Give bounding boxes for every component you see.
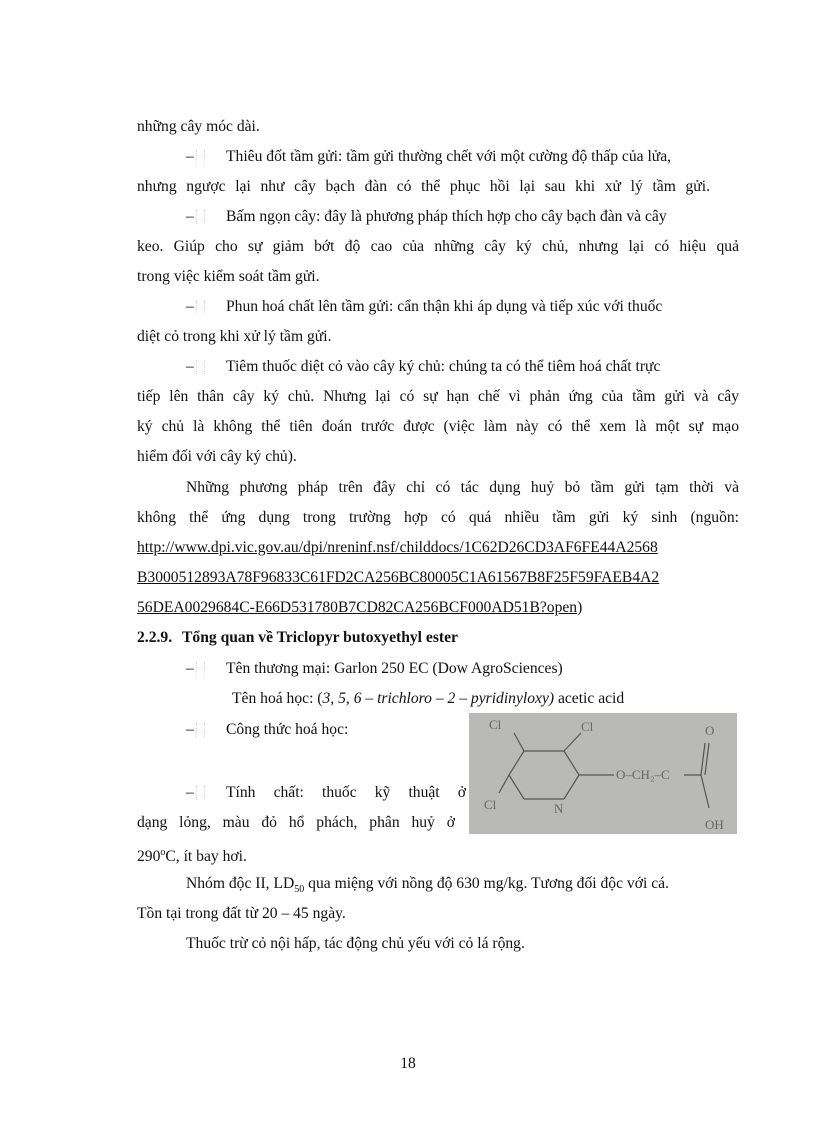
paragraph-line: không thể ứng dụng trong trường hợp có quá nhiều tầm gửi ký sinh (nguồn:: [137, 509, 739, 526]
paragraph-line: nhưng ngược lại như cây bạch đàn có thể phục hồi lại sau khi xử lý tầm gửi.: [137, 178, 710, 195]
paragraph-line: Tồn tại trong đất từ 20 – 45 ngày.: [137, 905, 346, 922]
section-number: 2.2.9.: [137, 629, 173, 646]
paragraph-line: hiểm đối với cây ký chủ).: [137, 448, 297, 465]
closing-paren: ): [577, 599, 583, 616]
paragraph-line: dạng lỏng, màu đỏ hổ phách, phân huỷ ở: [137, 814, 455, 831]
paragraph-line: Những phương pháp trên đây chỉ có tác dụng huỷ bỏ tầm gửi tạm thời và: [186, 479, 739, 496]
temperature-value: 290: [137, 848, 161, 866]
bullet-placeholder-icon: [196, 300, 205, 314]
toxicity-text: qua miệng với nồng độ 630 mg/kg. Tương đối độc với cá.: [304, 875, 669, 892]
paragraph-line: trong việc kiểm soát tầm gửi.: [137, 268, 320, 285]
paragraph-line: Thuốc trừ cỏ nội hấp, tác động chủ yếu với cỏ lá rộng.: [186, 935, 525, 952]
ld-subscript: 50: [294, 884, 305, 896]
bullet-text: Thiêu đốt tầm gửi: tầm gửi thường chết với một cường độ thấp của lửa,: [226, 148, 672, 165]
bullet-text: Phun hoá chất lên tầm gửi: cẩn thận khi áp dụng và tiếp xúc với thuốc: [226, 298, 663, 315]
source-link[interactable]: 56DEA0029684C-E66D531780B7CD82CA256BCF000AD51B?open: [137, 599, 578, 616]
atom-label: O–CH₂–C: [616, 767, 670, 782]
bullet-text: Tính chất: thuốc kỹ thuật ở: [226, 784, 466, 801]
bullet-text: Công thức hoá học:: [226, 721, 349, 738]
bullet-placeholder-icon: [196, 662, 205, 676]
bullet-placeholder-icon: [196, 150, 205, 164]
paragraph-line: [137, 598, 582, 618]
atom-label: Cl: [489, 717, 502, 732]
bullet-placeholder-icon: [196, 360, 205, 374]
atom-label: Cl: [581, 719, 594, 734]
source-link[interactable]: http://www.dpi.vic.gov.au/dpi/nreninf.nsf/childdocs/1C62D26CD3AF6FE44A2568: [137, 539, 658, 556]
atom-label: N: [554, 801, 564, 816]
paragraph-line: ký chủ là không thể tiên đoán trước được (việc làm này có thể xem là một sự mạo: [137, 418, 739, 435]
dash-bullet: –: [186, 298, 194, 315]
chemical-name-suffix: acetic acid: [554, 690, 625, 707]
source-link[interactable]: B3000512893A78F96833C61FD2CA256BC80005C1A61567B8F25F59FAEB4A2: [137, 569, 660, 586]
paragraph-line: [137, 843, 247, 867]
atom-label: OH: [705, 817, 724, 832]
bullet-placeholder-icon: [196, 723, 205, 737]
bullet-text: Tên thương mại: Garlon 250 EC (Dow AgroSciences): [226, 660, 563, 677]
chemical-name-label: Tên hoá học: (: [232, 690, 323, 707]
structure-diagram: [469, 713, 737, 834]
atom-label: Cl: [484, 797, 497, 812]
dash-bullet: –: [186, 358, 194, 375]
degree-sup: o: [160, 847, 166, 858]
chemical-name-italic: 3, 5, 6 – trichloro – 2 – pyridinyloxy): [322, 690, 555, 707]
toxicity-label: Nhóm độc II, LD: [186, 875, 295, 892]
chemical-name-line: [232, 689, 624, 709]
paragraph-line: tiếp lên thân cây ký chủ. Nhưng lại có sự hạn chế vì phản ứng của tầm gửi và cây: [137, 388, 739, 405]
chemical-structure-image: [469, 713, 737, 834]
bullet-text: Bấm ngọn cây: đây là phương pháp thích hợp cho cây bạch đàn và cây: [226, 208, 667, 225]
paragraph-line: diệt cỏ trong khi xử lý tầm gửi.: [137, 328, 332, 345]
bullet-text: Tiêm thuốc diệt cỏ vào cây ký chủ: chúng ta có thể tiêm hoá chất trực: [226, 358, 661, 375]
paragraph-line: những cây móc dài.: [137, 118, 260, 135]
dash-bullet: –: [186, 148, 194, 165]
dash-bullet: –: [186, 784, 194, 801]
bullet-placeholder-icon: [196, 210, 205, 224]
bullet-placeholder-icon: [196, 786, 205, 800]
section-title: Tổng quan về Triclopyr butoxyethyl ester: [182, 629, 458, 646]
section-heading: [137, 628, 458, 648]
paragraph-line: keo. Giúp cho sự giảm bớt độ cao của những cây ký chủ, nhưng lại có hiệu quả: [137, 238, 739, 255]
page-number: 18: [400, 1055, 416, 1072]
dash-bullet: –: [186, 660, 194, 677]
dash-bullet: –: [186, 208, 194, 225]
paragraph-line: [186, 874, 669, 900]
dash-bullet: –: [186, 721, 194, 738]
atom-label: O: [705, 723, 715, 738]
temperature-rest: C, ít bay hơi.: [165, 848, 247, 866]
